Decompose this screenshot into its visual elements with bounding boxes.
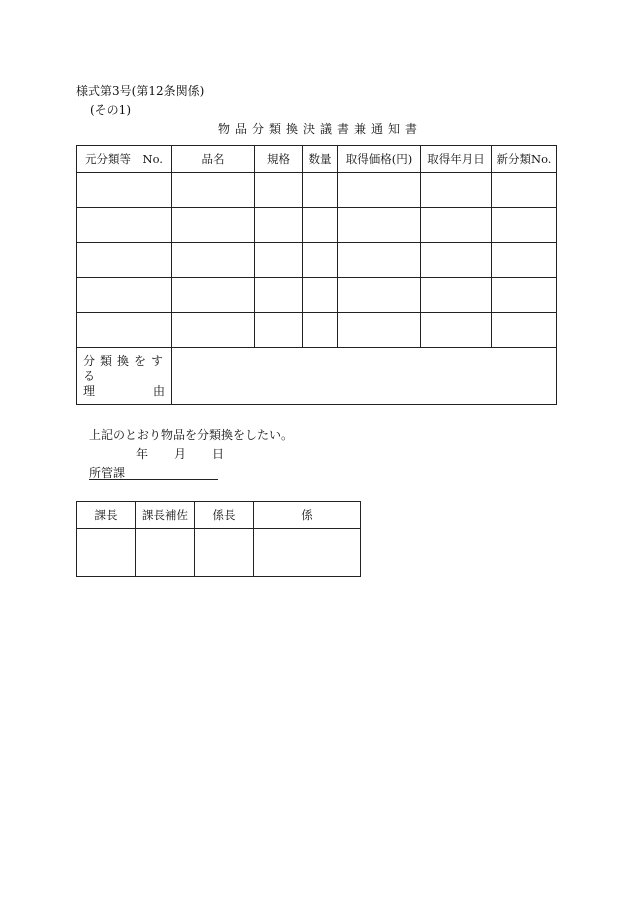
table-row xyxy=(77,173,557,208)
department-field[interactable] xyxy=(89,479,218,480)
header-quantity: 数量 xyxy=(303,146,338,173)
cell-item-name[interactable] xyxy=(172,313,255,348)
stamp-section-chief[interactable] xyxy=(77,529,136,577)
cell-acquisition-date[interactable] xyxy=(421,208,492,243)
cell-quantity[interactable] xyxy=(303,208,338,243)
header-unit-chief: 係長 xyxy=(195,502,254,529)
approval-header-row xyxy=(77,502,361,529)
cell-acquisition-date[interactable] xyxy=(421,313,492,348)
cell-acquisition-price[interactable] xyxy=(338,243,421,278)
year-label: 年 xyxy=(136,447,149,461)
cell-old-class-no[interactable] xyxy=(77,278,172,313)
cell-old-class-no[interactable] xyxy=(77,313,172,348)
day-label: 日 xyxy=(212,447,225,461)
cell-new-class-no[interactable] xyxy=(492,208,557,243)
cell-spec[interactable] xyxy=(255,313,303,348)
header-old-class-no: 元分類等 No. xyxy=(77,146,172,173)
cell-acquisition-price[interactable] xyxy=(338,313,421,348)
cell-acquisition-price[interactable] xyxy=(338,208,421,243)
cell-old-class-no[interactable] xyxy=(77,173,172,208)
cell-item-name[interactable] xyxy=(172,243,255,278)
date-line xyxy=(136,447,224,461)
cell-acquisition-price[interactable] xyxy=(338,278,421,313)
cell-spec[interactable] xyxy=(255,208,303,243)
form-number: 様式第3号(第12条関係) xyxy=(76,84,205,98)
form-sub-number: (その1) xyxy=(90,103,131,117)
header-acquisition-date: 取得年月日 xyxy=(421,146,492,173)
reason-field[interactable] xyxy=(172,348,557,405)
header-section-chief: 課長 xyxy=(77,502,136,529)
item-table xyxy=(76,145,557,405)
statement-text: 上記のとおり物品を分類換をしたい。 xyxy=(89,428,294,442)
item-table-header-row xyxy=(77,146,557,173)
approval-stamp-row xyxy=(77,529,361,577)
document-title: 物品分類換決議書兼通知書 xyxy=(217,122,422,136)
cell-acquisition-date[interactable] xyxy=(421,173,492,208)
cell-acquisition-price[interactable] xyxy=(338,173,421,208)
month-label: 月 xyxy=(174,447,187,461)
header-staff: 係 xyxy=(254,502,361,529)
header-spec: 規格 xyxy=(255,146,303,173)
cell-quantity[interactable] xyxy=(303,278,338,313)
cell-acquisition-date[interactable] xyxy=(421,278,492,313)
cell-new-class-no[interactable] xyxy=(492,173,557,208)
cell-old-class-no[interactable] xyxy=(77,208,172,243)
cell-item-name[interactable] xyxy=(172,278,255,313)
cell-spec[interactable] xyxy=(255,173,303,208)
reason-label xyxy=(77,348,172,405)
stamp-deputy-chief[interactable] xyxy=(136,529,195,577)
cell-spec[interactable] xyxy=(255,278,303,313)
reason-label-yu: 由 xyxy=(152,383,165,398)
cell-old-class-no[interactable] xyxy=(77,243,172,278)
header-deputy-chief: 課長補佐 xyxy=(136,502,195,529)
cell-new-class-no[interactable] xyxy=(492,313,557,348)
table-row xyxy=(77,208,557,243)
approval-table xyxy=(76,501,361,577)
header-acquisition-price: 取得価格(円) xyxy=(338,146,421,173)
cell-new-class-no[interactable] xyxy=(492,278,557,313)
cell-quantity[interactable] xyxy=(303,243,338,278)
reason-label-line2 xyxy=(83,384,165,399)
header-item-name: 品名 xyxy=(172,146,255,173)
cell-quantity[interactable] xyxy=(303,173,338,208)
cell-item-name[interactable] xyxy=(172,208,255,243)
reason-row xyxy=(77,348,557,405)
cell-acquisition-date[interactable] xyxy=(421,243,492,278)
reason-label-ri: 理 xyxy=(83,383,96,398)
table-row xyxy=(77,313,557,348)
cell-quantity[interactable] xyxy=(303,313,338,348)
stamp-staff[interactable] xyxy=(254,529,361,577)
department-label: 所管課 xyxy=(89,466,126,480)
cell-new-class-no[interactable] xyxy=(492,243,557,278)
cell-item-name[interactable] xyxy=(172,173,255,208)
table-row xyxy=(77,278,557,313)
reason-label-line1: 分類換をする xyxy=(83,353,169,383)
header-new-class-no: 新分類No. xyxy=(492,146,557,173)
cell-spec[interactable] xyxy=(255,243,303,278)
stamp-unit-chief[interactable] xyxy=(195,529,254,577)
table-row xyxy=(77,243,557,278)
